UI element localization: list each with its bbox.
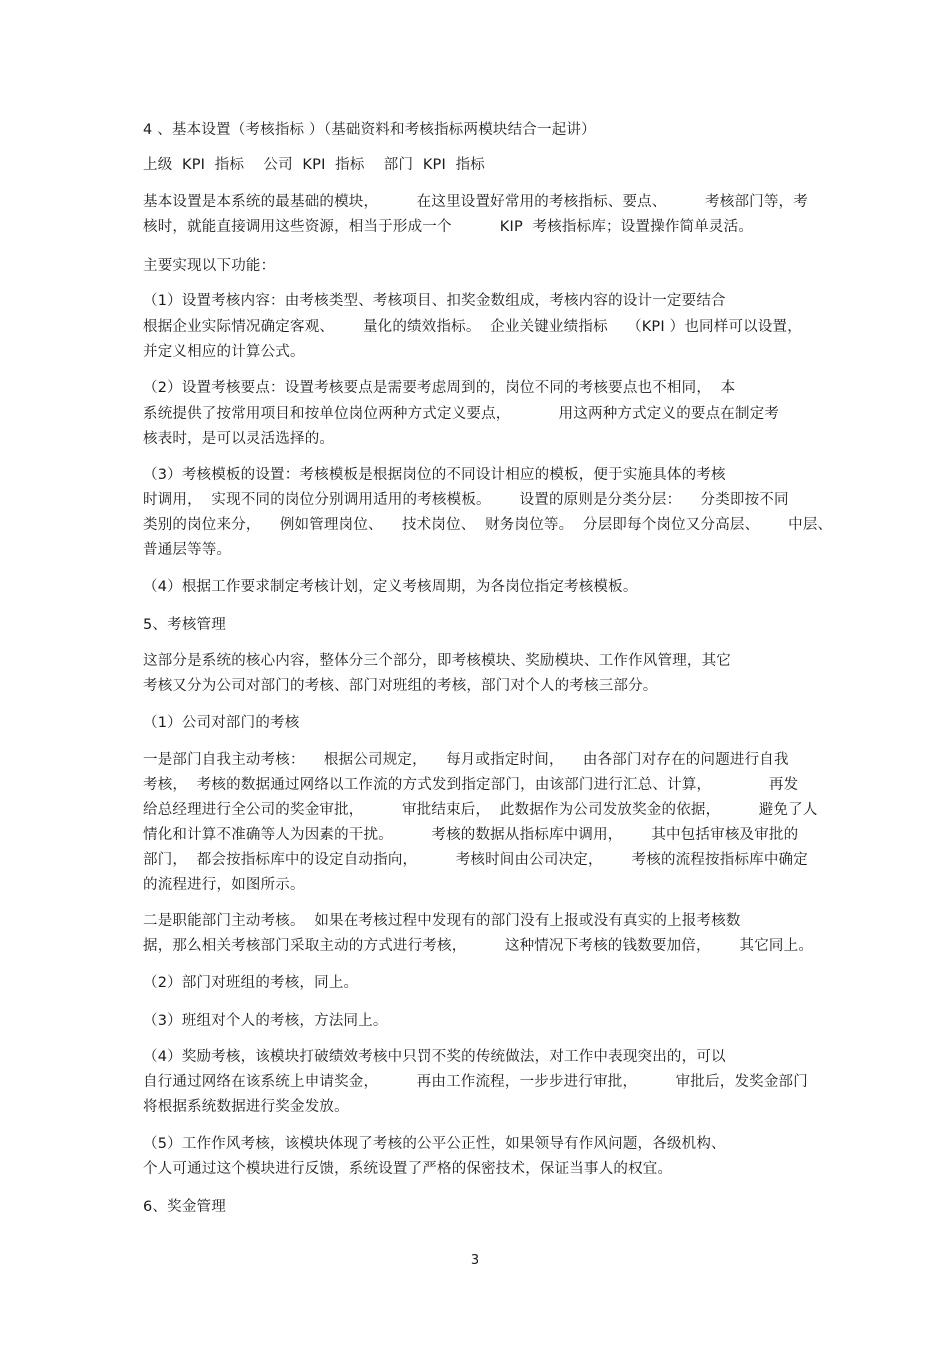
paragraph-line: 并定义相应的计算公式。 — [143, 344, 305, 360]
paragraph-line: 二是职能部门主动考核。 如果在考核过程中发现有的部门没有上报或没有真实的上报考核数 — [143, 913, 741, 929]
paragraph-line: 个人可通过这个模块进行反馈，系统设置了严格的保密技术，保证当事人的权宜。 — [143, 1161, 673, 1177]
section-heading-4: 4 、基本设置（考核指标 ）（基础资料和考核指标两模块结合一起讲） — [143, 122, 596, 138]
paragraph-line: 主要实现以下功能： — [143, 258, 276, 274]
paragraph-line: （2）设置考核要点：设置考核要点是需要考虑周到的，岗位不同的考核要点也不相同， 本 — [143, 380, 736, 396]
paragraph-line: 给总经理进行全公司的奖金审批， 审批结束后， 此数据作为公司发放奖金的依据， 避免了人 — [143, 802, 818, 818]
paragraph-line: 时调用， 实现不同的岗位分别调用适用的考核模板。 设置的原则是分类分层： 分类即按不同 — [143, 492, 789, 508]
paragraph-line: （3）班组对个人的考核，方法同上。 — [143, 1013, 388, 1029]
section-heading-6: 6、奖金管理 — [143, 1199, 226, 1215]
kpi-levels: 上级 KPI 指标 公司 KPI 指标 部门 KPI 指标 — [143, 157, 485, 173]
paragraph-line: （4）奖励考核，该模块打破绩效考核中只罚不奖的传统做法，对工作中表现突出的，可以 — [143, 1049, 726, 1065]
paragraph-line: 这部分是系统的核心内容，整体分三个部分，即考核模块、奖励模块、工作作风管理，其它 — [143, 653, 731, 669]
page-number: 3 — [470, 1253, 480, 1268]
paragraph-line: 考核又分为公司对部门的考核、部门对班组的考核，部门对个人的考核三部分。 — [143, 678, 658, 694]
paragraph-line: （3）考核模板的设置：考核模板是根据岗位的不同设计相应的模板，便于实施具体的考核 — [143, 467, 726, 483]
paragraph-line: （5）工作作风考核，该模块体现了考核的公平公正性，如果领导有作风问题，各级机构、 — [143, 1136, 726, 1152]
paragraph-line: 将根据系统数据进行奖金发放。 — [143, 1099, 349, 1115]
paragraph-line: （2）部门对班组的考核，同上。 — [143, 975, 359, 991]
paragraph-line: 考核， 考核的数据通过网络以工作流的方式发到指定部门，由该部门进行汇总、计算， 再发 — [143, 777, 799, 793]
paragraph-line: 核时，就能直接调用这些资源，相当于形成一个 KIP 考核指标库；设置操作简单灵活。 — [143, 219, 754, 235]
paragraph-line: 普通层等等。 — [143, 542, 232, 558]
paragraph-line: 根据企业实际情况确定客观、 量化的绩效指标。 企业关键业绩指标 （KPI ）也同样可以设置， — [143, 319, 802, 335]
paragraph-line: 的流程进行，如图所示。 — [143, 877, 305, 893]
paragraph-line: 部门， 都会按指标库中的设定自动指向， 考核时间由公司决定， 考核的流程按指标库中确定 — [143, 852, 808, 868]
paragraph-line: 自行通过网络在该系统上申请奖金， 再由工作流程，一步步进行审批， 审批后，发奖金部门 — [143, 1074, 808, 1090]
paragraph-line: 据，那么相关考核部门采取主动的方式进行考核， 这种情况下考核的钱数要加倍， 其它同上。 — [143, 938, 814, 954]
section-heading-5: 5、考核管理 — [143, 617, 226, 633]
paragraph-line: 情化和计算不准确等人为因素的干扰。 考核的数据从指标库中调用， 其中包括审核及审批的 — [143, 827, 799, 843]
paragraph-line: 一是部门自我主动考核： 根据公司规定， 每月或指定时间， 由各部门对存在的问题进行自我 — [143, 752, 789, 768]
paragraph-line: 基本设置是本系统的最基础的模块， 在这里设置好常用的考核指标、要点、 考核部门等，考 — [143, 194, 808, 210]
paragraph-line: 核表时，是可以灵活选择的。 — [143, 431, 335, 447]
paragraph-line: （1）设置考核内容：由考核类型、考核项目、扣奖金数组成，考核内容的设计一定要结合 — [143, 293, 726, 309]
paragraph-line: 类别的岗位来分， 例如管理岗位、 技术岗位、 财务岗位等。 分层即每个岗位又分高层、 中层、 — [143, 517, 833, 533]
paragraph-line: （4）根据工作要求制定考核计划，定义考核周期，为各岗位指定考核模板。 — [143, 579, 638, 595]
paragraph-line: 系统提供了按常用项目和按单位岗位两种方式定义要点， 用这两种方式定义的要点在制定考 — [143, 406, 780, 422]
subsection-heading: （1）公司对部门的考核 — [143, 715, 300, 731]
